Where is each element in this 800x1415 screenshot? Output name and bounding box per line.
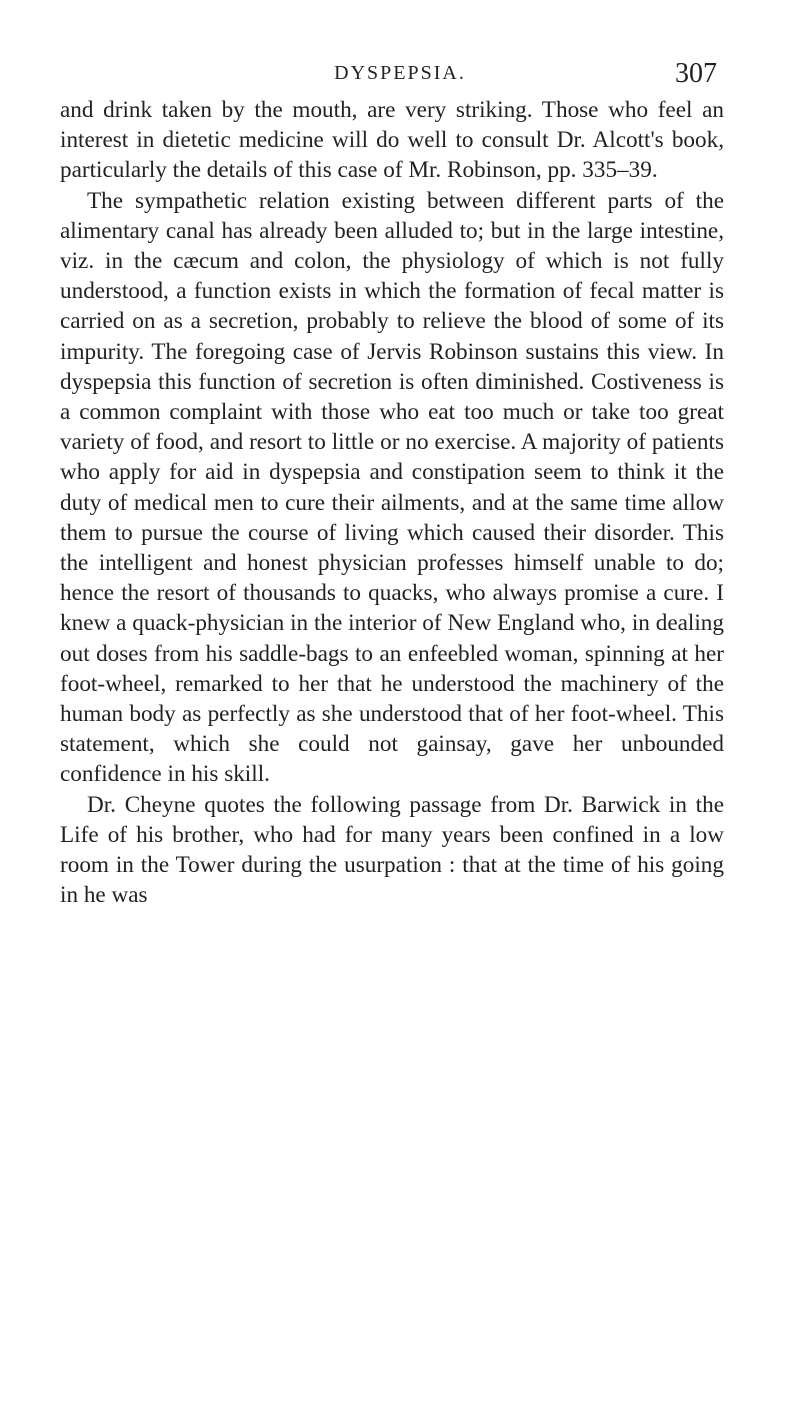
page-header	[0, 58, 800, 98]
paragraph-cheyne-quote: Dr. Cheyne quotes the following passage from Dr. Barwick in the Life of his brother, who had for many years been confined in a low room in the Tower during the usurpation : that at the time of his going in he was	[60, 791, 724, 909]
paragraph-sympathetic-relation: The sympathetic relation existing between different parts of the alimentary canal has already been alluded to; but in the large intestine, viz. in the cæcum and colon, the physiology of which is not fully understood, a function exists in which the formation of fecal matter is carried on as a secretion, probably to relieve the blood of some of its impurity. The foregoing case of Jervis Robinson sustains this view. In dyspepsia this function of secretion is often diminished. Costiveness is a common complaint with those who eat too much or take too great variety of food, and resort to little or no exercise. A majority of patients who apply for aid in dyspepsia and constipation seem to think it the duty of medical men to cure their ailments, and at the same time allow them to pursue the course of living which caused their disorder. This the intelligent and honest physician professes himself unable to do; hence the resort of thousands to quacks, who always promise a cure. I knew a quack-physician in the interior of New England who, in dealing out doses from his saddle-bags to an enfeebled woman, spinning at her foot-wheel, remarked to her that he understood the machinery of the human body as perfectly as she understood that of her foot-wheel. This statement, which she could not gainsay, gave her unbounded confidence in his skill.	[60, 187, 724, 788]
paragraph-continued: and drink taken by the mouth, are very striking. Those who feel an interest in dietetic medicine will do well to consult Dr. Alcott's book, particularly the details of this case of Mr. Robinson, pp. 335–39.	[60, 97, 724, 184]
page-number: 307	[675, 58, 717, 89]
running-head: DYSPEPSIA.	[334, 62, 466, 84]
body-text	[60, 95, 724, 910]
